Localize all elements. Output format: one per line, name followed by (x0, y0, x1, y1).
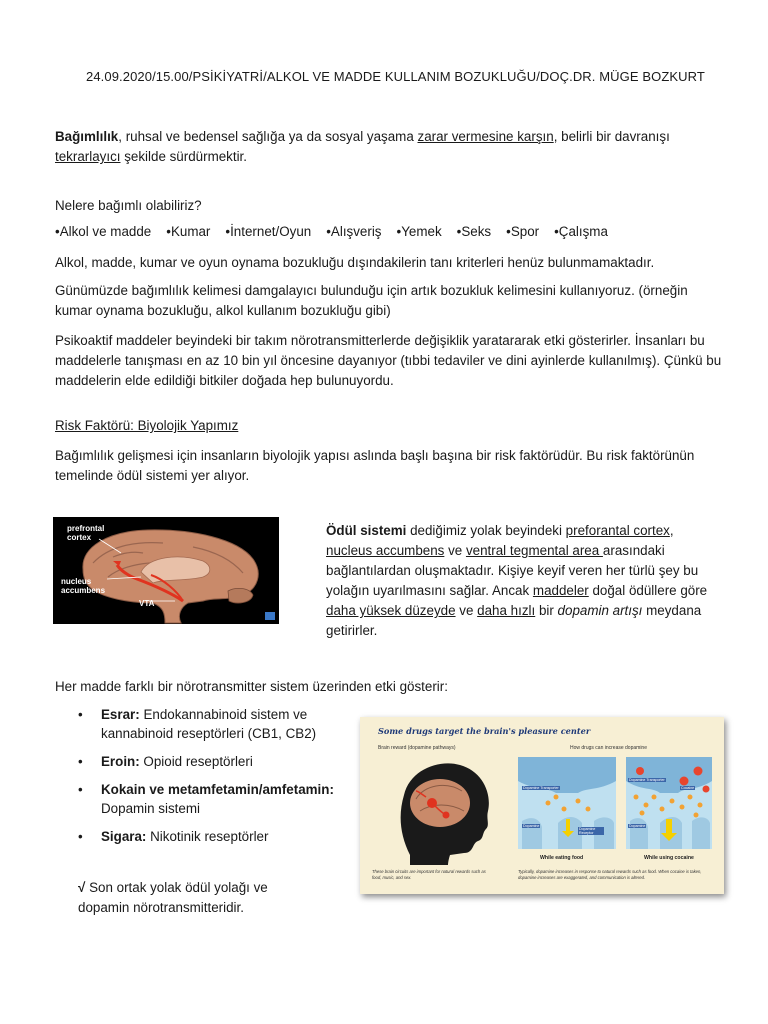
slide-logo-icon (265, 612, 275, 620)
addiction-item: •İnternet/Oyun (225, 224, 312, 239)
figure-title: Some drugs target the brain's pleasure center (378, 726, 591, 736)
tag-cocaine: Cocaine (681, 786, 695, 790)
list-item: • Esrar: Endokannabinoid sistem ve kannabinoid reseptörleri (CB1, CB2) (78, 707, 317, 741)
question-line: Nelere bağımlı olabiliriz? (55, 198, 202, 213)
document-header: 24.09.2020/15.00/PSİKİYATRİ/ALKOL VE MADDE KULLANIM BOZUKLUĞU/DOÇ.DR. MÜGE BOZKURT (86, 69, 705, 84)
label-vta: VTA (139, 599, 155, 608)
term-odul-sistemi: Ödül sistemi (326, 523, 407, 538)
list-item: • Eroin: Opioid reseptörleri (78, 754, 253, 769)
paragraph-neurotransmitter: Her madde farklı bir nörotransmitter sistem üzerinden etki gösterir: (55, 679, 448, 694)
intro-paragraph: Bağımlılık, ruhsal ve bedensel sağlığa ya da sosyal yaşama zarar vermesine karşın, belirli bir davranışı tekrarlayıcı şekilde sürdürmektir. (55, 129, 670, 164)
term-bagimlilik: Bağımlılık (55, 129, 119, 144)
list-item: • Sigara: Nikotinik reseptörler (78, 829, 269, 844)
tag-dopamine-receptor: Dopamine Receptor (578, 827, 604, 835)
head-silhouette-illustration (390, 755, 495, 865)
tag-dopamine: Dopamine (523, 824, 540, 828)
label-eating-food: While eating food (540, 855, 584, 861)
list-item: • Kokain ve metamfetamin/amfetamin: Dopamin sistemi (78, 782, 334, 816)
tag-dopamine-transporter: Dopamine Transporter (523, 786, 559, 790)
figure-left-caption: These brain circuits are important for natural rewards such as food, music, and sex. (372, 869, 486, 880)
addiction-item: •Spor (506, 224, 540, 239)
addiction-item: •Kumar (166, 224, 211, 239)
paragraph-biology: Bağımlılık gelişmesi için insanların biyolojik yapısı aslında başlı başına bir risk faktörüdür. Bu risk faktörünün temelinde ödül sistemi yer alıyor. (55, 448, 695, 483)
addiction-item: •Seks (456, 224, 492, 239)
brain-reward-figure (53, 517, 279, 624)
drug-list (78, 705, 338, 855)
risk-heading: Risk Faktörü: Biyolojik Yapımız (55, 418, 239, 433)
synapse-food-illustration (518, 757, 616, 849)
dopamine-drug-figure (360, 717, 724, 894)
tag-dopamine-transporter-2: Dopamine Transporter (629, 778, 665, 782)
paragraph-diagnosis: Alkol, madde, kumar ve oyun oynama bozukluğu dışındakilerin tanı kriterleri henüz bulunmamaktadır. (55, 255, 655, 270)
figure-right-subtitle: How drugs can increase dopamine (570, 745, 647, 751)
conclusion-line: √ Son ortak yolak ödül yolağı ve dopamin nörotransmitteridir. (78, 880, 268, 915)
synapse-cocaine-illustration (626, 757, 712, 849)
addiction-item: •Yemek (396, 224, 442, 239)
label-prefrontal-cortex: prefrontal cortex (67, 524, 105, 542)
underline-harm: zarar vermesine karşın (417, 129, 554, 144)
reward-system-paragraph: Ödül sistemi dediğimiz yolak beyindeki preforantal cortex, nucleus accumbens ve ventral tegmental area arasındaki bağlantılardan oluşmaktadır. Kişiye keyif veren her türlü şey bu yolağın uyarılmasını sağlar. Ancak maddeler doğal ödüllere göre daha yüksek düzeyde ve daha hızlı bir dopamin artışı meydana getirirler. (326, 523, 708, 638)
paragraph-terminology: Günümüzde bağımlılık kelimesi damgalayıcı bulunduğu için artık bozukluk kelimesini kullanıyoruz. (örneğin kumar oynama bozukluğu, alkol kullanım bozukluğu gibi) (55, 283, 688, 318)
addiction-item: •Çalışma (554, 224, 608, 239)
addiction-item: •Alkol ve madde (55, 224, 152, 239)
addiction-list (55, 224, 735, 239)
figure-left-subtitle: Brain reward (dopamine pathways) (378, 745, 456, 751)
figure-right-caption: Typically, dopamine increases in response to natural rewards such as food. When cocaine is taken, dopamine increases are exaggerated, and communication is altered. (518, 869, 702, 880)
underline-repetitive: tekrarlayıcı (55, 149, 121, 164)
check-icon: √ (78, 880, 86, 895)
addiction-item: •Alışveriş (326, 224, 382, 239)
tag-dopamine-2: Dopamine (629, 824, 646, 828)
label-using-cocaine: While using cocaine (644, 855, 694, 861)
label-nucleus-accumbens: nucleus accumbens (61, 577, 106, 595)
paragraph-psychoactive: Psikoaktif maddeler beyindeki bir takım nörotransmitterlerde değişiklik yaratararak etki gösterirler. İnsanları bu maddelerle tanışması en az 10 bin yıl öncesine dayanıyor (tıbbi tedaviler ve dini ayinlerde kullanılmış). Çünkü bu maddelerin elde edildiği bitkiler doğada hep bulunuyordu. (55, 333, 722, 388)
